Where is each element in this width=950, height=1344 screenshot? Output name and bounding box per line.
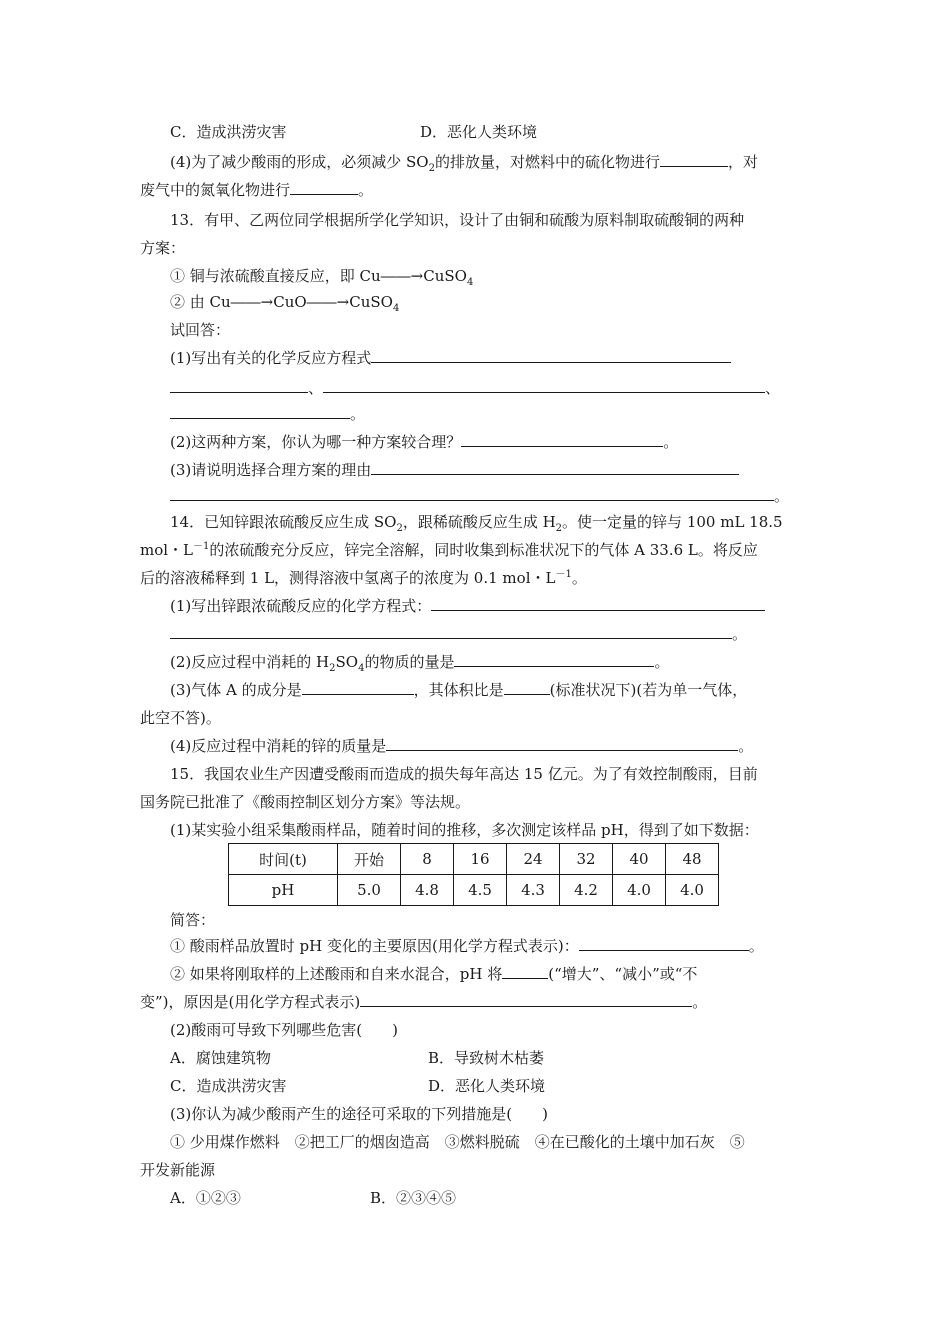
q14-stem-line3: 后的溶液稀释到 1 L，测得溶液中氢离子的浓度为 0.1 mol・$L^{-1}$。: [140, 569, 587, 587]
q13-stem-line2: 方案：: [140, 239, 186, 257]
q14-stem-line1: 14．已知锌跟浓硫酸反应生成 $SO_2$，跟稀硫酸反应生成 $H_2$。使一定量的锌与 100 mL 18.5: [170, 513, 783, 534]
q12-part4-line2: 废气中的氮氧化物进行 。: [140, 181, 374, 199]
table-cell: 40: [613, 844, 666, 875]
blank[interactable]: [170, 624, 732, 639]
table-cell: 时间(t): [229, 844, 338, 875]
table-cell: 4.0: [613, 875, 666, 906]
table-cell: 4.0: [666, 875, 719, 906]
q13-plan-1: ① 铜与浓硫酸直接反应，即 Cu――→CuSO$_4$: [170, 267, 474, 288]
q15-answer-2-line2: 变”)，原因是(用化学方程式表示) 。: [140, 993, 708, 1011]
blank[interactable]: [504, 680, 550, 695]
q14-part2: (2)反应过程中消耗的 $H_2SO_4$的物质的量是 。: [170, 653, 670, 674]
blank[interactable]: [431, 596, 765, 611]
q15-stem-line2: 国务院已批准了《酸雨控制区划分方案》等法规。: [140, 793, 471, 811]
q15-option-c: C．造成洪涝灾害: [170, 1077, 287, 1095]
q12-option-c: C．造成洪涝灾害: [170, 123, 287, 141]
q13-part2: (2)这两种方案，你认为哪一种方案较合理？ 。: [170, 433, 679, 451]
q15-measures: ① 少用煤作燃料 ②把工厂的烟囱造高 ③燃料脱硫 ④在已酸化的土壤中加石灰 ⑤: [170, 1133, 745, 1151]
q12-part4-line1: (4)为了减少酸雨的形成，必须减少 $SO_2$的排放量，对燃料中的硫化物进行 ，对: [170, 153, 758, 174]
blank[interactable]: [454, 652, 654, 667]
table-cell: 4.2: [560, 875, 613, 906]
blank[interactable]: [579, 936, 749, 951]
blank[interactable]: [170, 378, 308, 393]
blank[interactable]: [323, 378, 765, 393]
blank[interactable]: [170, 486, 774, 501]
blank[interactable]: [290, 180, 358, 195]
table-cell: 5.0: [338, 875, 401, 906]
table-cell: 8: [401, 844, 454, 875]
q13-ask: 试回答：: [170, 321, 231, 339]
q14-part3-line2: 此空不答)。: [140, 709, 221, 727]
q13-part1: (1)写出有关的化学反应方程式: [170, 348, 731, 368]
blank[interactable]: [502, 964, 548, 979]
blank[interactable]: [660, 152, 728, 167]
q15-answer-2: ② 如果将刚取样的上述酸雨和自来水混合，pH 将 (“增大”、“减小”或“不: [170, 965, 698, 983]
q13-part3: (3)请说明选择合理方案的理由: [170, 460, 739, 480]
q15-stem-line1: 15．我国农业生产因遭受酸雨而造成的损失每年高达 15 亿元。为了有效控制酸雨，目前: [170, 765, 758, 783]
table-cell: 4.8: [401, 875, 454, 906]
q14-part3: (3)气体 A 的成分是 ，其体积比是 (标准状况下)(若为单一气体，: [170, 681, 748, 699]
q15-measures-line2: 开发新能源: [140, 1161, 216, 1179]
q13-stem-line1: 13．有甲、乙两位同学根据所学化学知识，设计了由铜和硫酸为原料制取硫酸铜的两种: [170, 211, 745, 229]
q15-part1: (1)某实验小组采集酸雨样品，随着时间的推移，多次测定该样品 pH，得到了如下数据：: [170, 821, 759, 839]
table-row: [229, 844, 719, 875]
q13-part3-line2: 。: [170, 486, 789, 506]
table-cell: 48: [666, 844, 719, 875]
ph-data-table: [228, 843, 719, 906]
table-cell: pH: [229, 875, 338, 906]
q13-plan-2: ② 由 Cu――→CuO――→CuSO$_4$: [170, 293, 400, 314]
blank[interactable]: [302, 680, 414, 695]
table-cell: 16: [454, 844, 507, 875]
blank[interactable]: [360, 992, 692, 1007]
q15-brief: 简答：: [170, 911, 216, 929]
q14-stem-line2: mol・$L^{-1}$的浓硫酸充分反应，锌完全溶解，同时收集到标准状况下的气体 A 33.6 L。将反应: [140, 541, 758, 559]
q13-part1-blanks: 、 、: [170, 378, 780, 398]
q12-option-d: D．恶化人类环境: [420, 123, 538, 141]
q15-option-b: B．导致树木枯萎: [428, 1049, 545, 1067]
table-cell: 4.5: [454, 875, 507, 906]
blank[interactable]: [461, 432, 663, 447]
q14-part1: (1)写出锌跟浓硫酸反应的化学方程式：: [170, 596, 765, 616]
blank[interactable]: [386, 736, 738, 751]
q15-choice-b: B．②③④⑤: [370, 1189, 457, 1207]
q15-choice-a: A．①②③: [170, 1189, 241, 1207]
q14-part4: (4)反应过程中消耗的锌的质量是 。: [170, 737, 754, 755]
table-row: [229, 875, 719, 906]
q15-part2: (2)酸雨可导致下列哪些危害( ): [170, 1021, 398, 1039]
q15-answer-1: ① 酸雨样品放置时 pH 变化的主要原因(用化学方程式表示)： 。: [170, 937, 764, 955]
q14-part1-line2: 。: [170, 624, 747, 644]
table-cell: 32: [560, 844, 613, 875]
blank[interactable]: [170, 404, 350, 419]
q15-part3: (3)你认为减少酸雨产生的途径可采取的下列措施是( ): [170, 1105, 548, 1123]
blank[interactable]: [371, 460, 739, 475]
table-cell: 4.3: [507, 875, 560, 906]
q15-option-a: A．腐蚀建筑物: [170, 1049, 271, 1067]
q15-option-d: D．恶化人类环境: [428, 1077, 546, 1095]
table-cell: 开始: [338, 844, 401, 875]
q13-part1-last: 。: [170, 404, 365, 424]
blank[interactable]: [371, 348, 731, 363]
table-cell: 24: [507, 844, 560, 875]
